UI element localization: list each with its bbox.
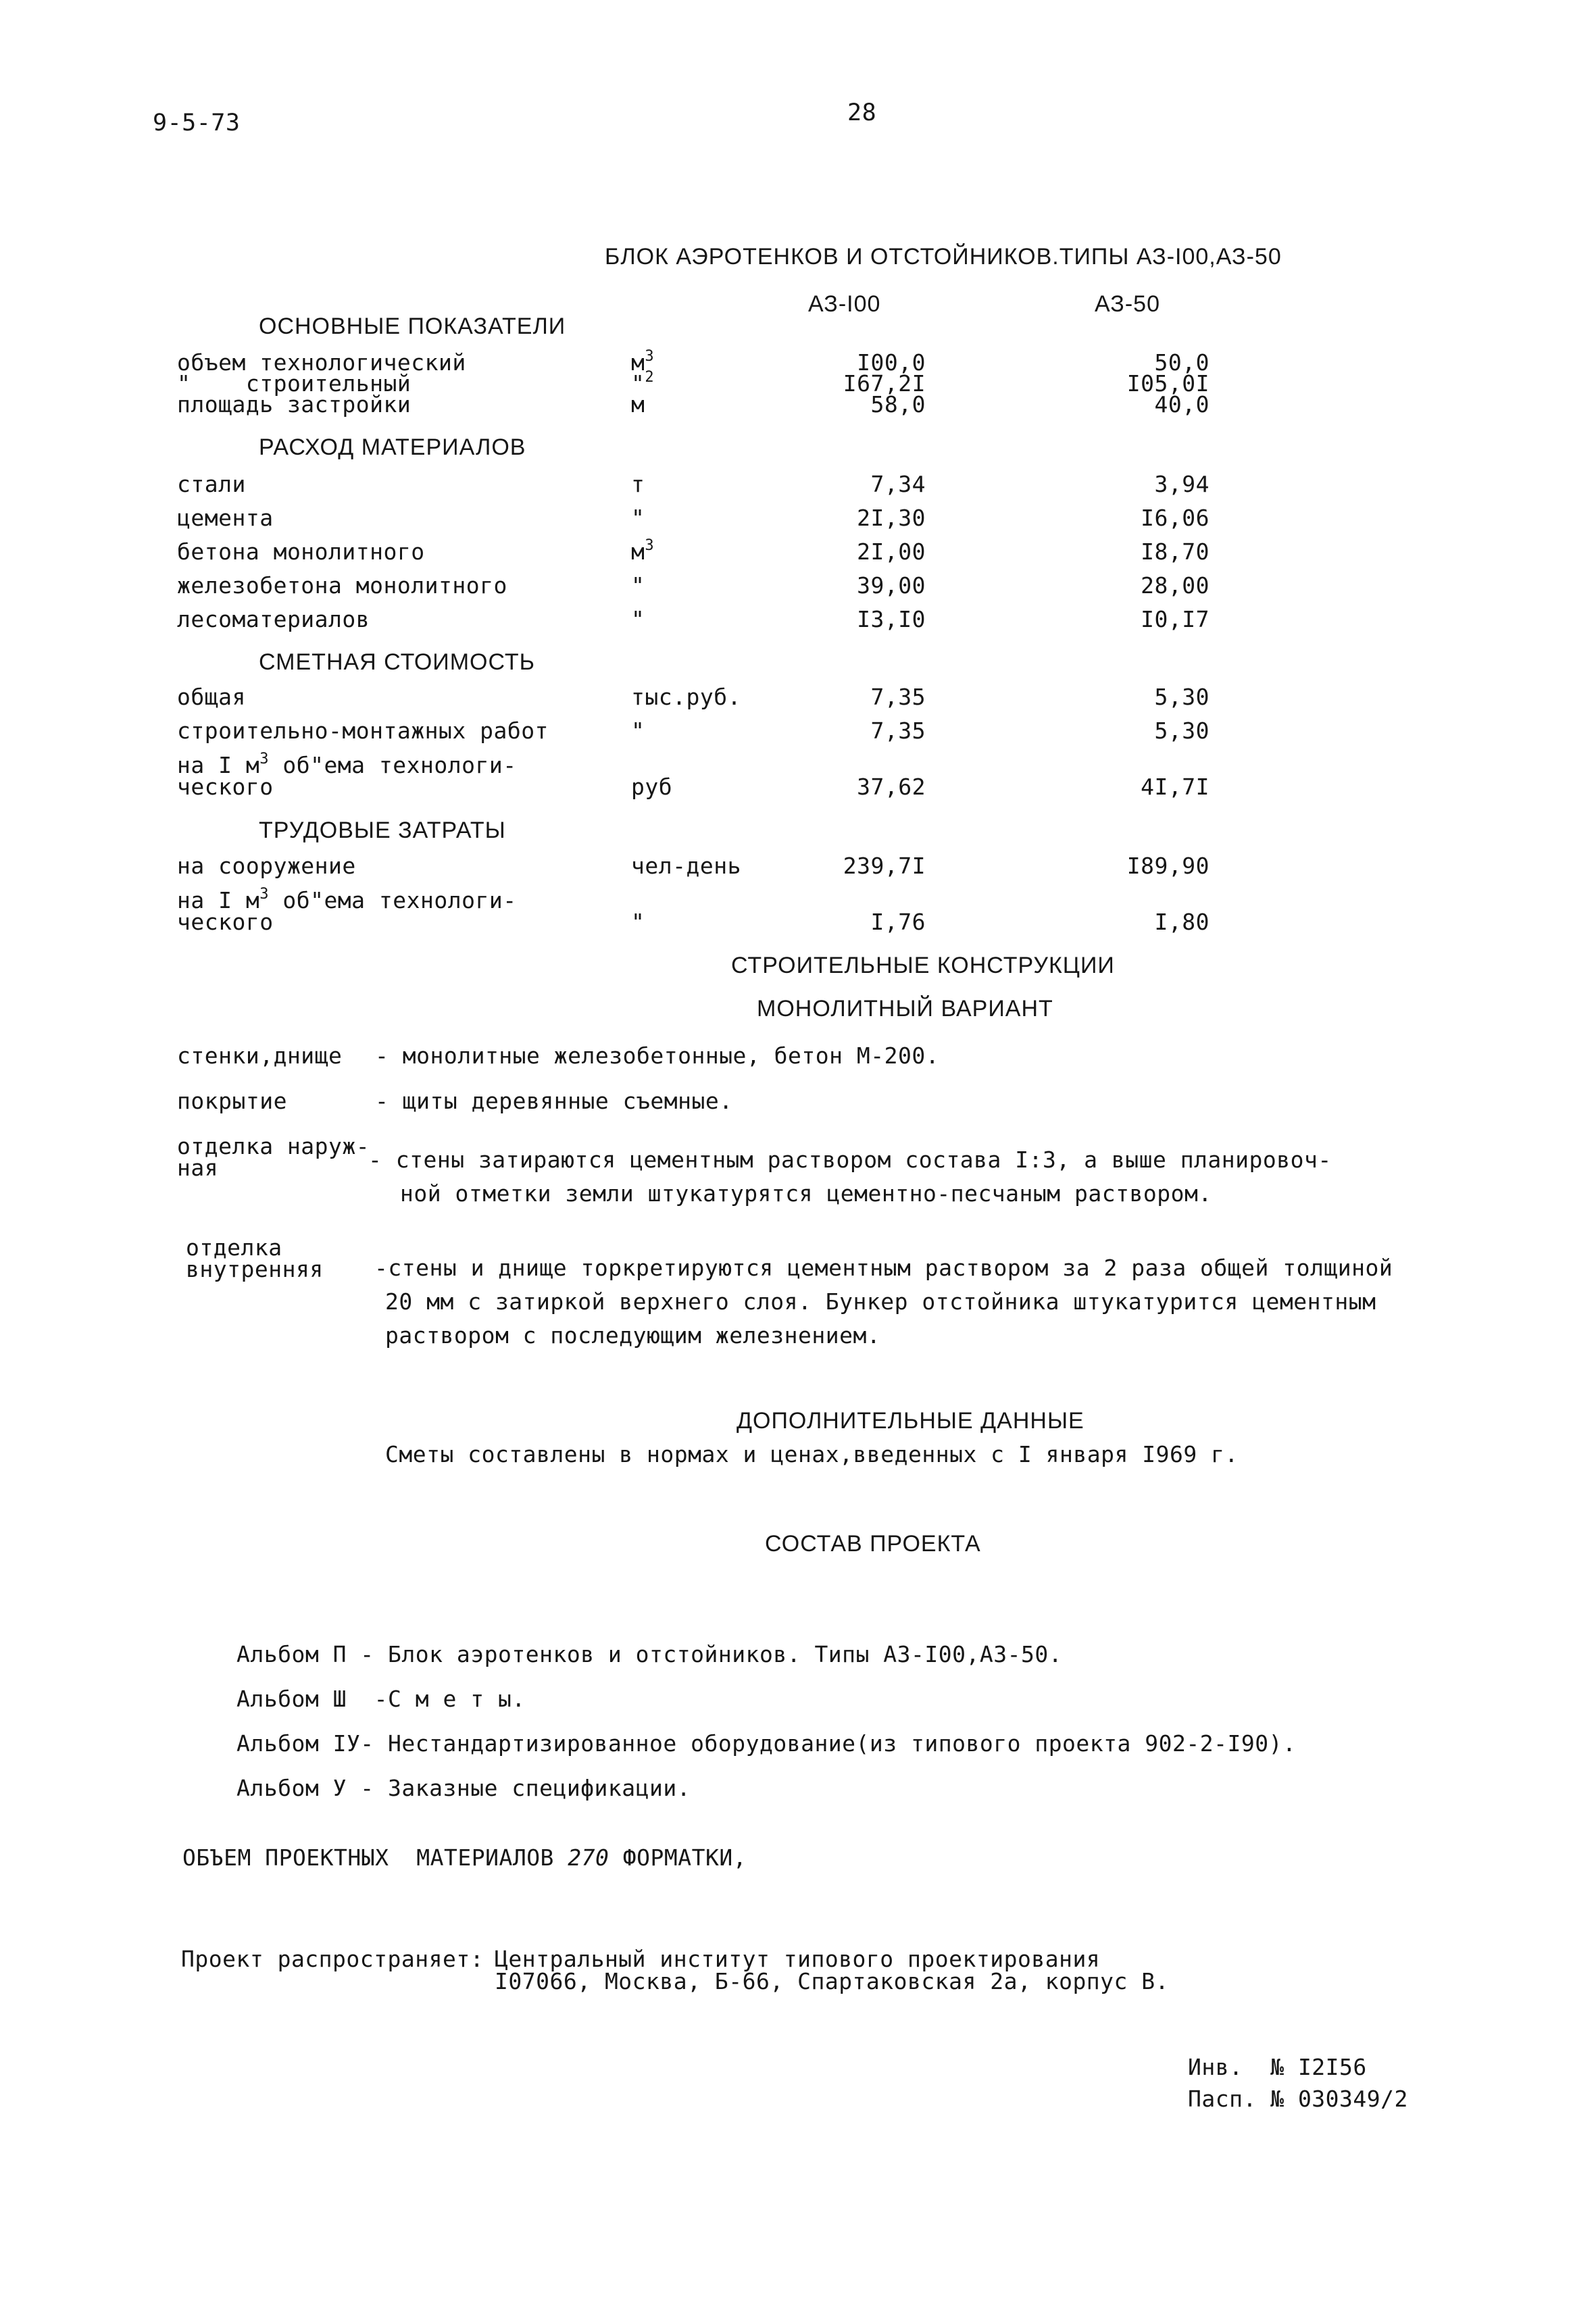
row-value-az50: I89,90 (1126, 853, 1210, 879)
row-unit: руб (631, 774, 673, 800)
outer-finish-label: отделка наруж- (177, 1133, 370, 1159)
cover-label: покрытие (177, 1088, 287, 1114)
inner-finish-text: -стены и днище торкретируются цементным раствором за 2 раза общей толщиной (374, 1255, 1393, 1281)
row-value-az50: 40,0 (1154, 391, 1210, 418)
row-value-az50: I8,70 (1141, 538, 1210, 565)
inner-finish-text-continued: раствором с последующим железнением. (385, 1322, 881, 1349)
column-header-az100: АЗ-I00 (808, 291, 881, 317)
row-label: площадь застройки (177, 391, 412, 418)
row-value-az100: 239,7I (843, 853, 926, 879)
row-unit: чел-день (631, 853, 741, 879)
row-unit: " (631, 718, 645, 744)
section-heading-project: СОСТАВ ПРОЕКТА (765, 1531, 981, 1557)
passport-number: Пасп. № 030349/2 (1188, 2086, 1408, 2112)
outer-finish-text: - стены затираются цементным раствором состава I:3, а выше планировоч- (368, 1147, 1332, 1173)
outer-finish-text-continued: ной отметки земли штукатурятся цементно-песчаным раствором. (400, 1180, 1212, 1207)
row-value-az50: I05,0I (1126, 370, 1210, 397)
album-item: Альбом У - Заказные спецификации. (236, 1775, 691, 1801)
column-header-az50: АЗ-50 (1095, 291, 1160, 317)
row-label: стали (177, 471, 246, 497)
row-value-az100: 37,62 (857, 774, 926, 800)
row-label: лесоматериалов (177, 606, 370, 632)
row-value-az50: I,80 (1154, 909, 1210, 935)
distributor-name: Центральный институт типового проектирования (495, 1946, 1101, 1972)
materials-volume: ОБЪЕМ ПРОЕКТНЫХ МАТЕРИАЛОВ 270 ФОРМАТКИ, (182, 1844, 747, 1871)
album-item: Альбом Ш -С м е т ы. (236, 1686, 526, 1712)
row-value-az50: 50,0 (1154, 349, 1210, 376)
album-item: Альбом П - Блок аэротенков и отстойников. Типы АЗ-I00,АЗ-50. (236, 1641, 1063, 1667)
inner-finish-label: отделка (186, 1234, 282, 1261)
row-unit: " (631, 572, 645, 599)
additional-text: Сметы составлены в нормах и ценах,введенных с I января I969 г. (385, 1441, 1239, 1467)
row-label: строительно-монтажных работ (177, 718, 549, 744)
row-unit: $м^3$ (631, 348, 655, 376)
section-heading-constructions: СТРОИТЕЛЬНЫЕ КОНСТРУКЦИИ (731, 953, 1115, 978)
row-value-az100: 2I,00 (857, 538, 926, 565)
row-value-az50: 4I,7I (1141, 774, 1210, 800)
row-value-az100: 7,35 (870, 684, 926, 710)
album-item: Альбом IУ- Нестандартизированное оборудование(из типового проекта 902-2-I90). (236, 1730, 1297, 1757)
cover-text: - щиты деревянные съемные. (375, 1088, 733, 1114)
section-heading-cost: СМЕТНАЯ СТОИМОСТЬ (259, 649, 535, 675)
section-heading-additional: ДОПОЛНИТЕЛЬНЫЕ ДАННЫЕ (737, 1408, 1084, 1434)
row-unit: м (631, 391, 645, 418)
row-value-az100: 7,35 (870, 718, 926, 744)
row-label: цемента (177, 505, 274, 531)
row-unit: " (631, 909, 645, 935)
row-unit: "$^2$ (631, 369, 655, 397)
row-label-continued: ческого (177, 909, 274, 935)
row-label: железобетона монолитного (177, 572, 507, 599)
row-unit: " (631, 505, 645, 531)
walls-label: стенки,днище (177, 1042, 343, 1069)
document-code: 9-5-73 (153, 109, 241, 136)
row-value-az50: I0,I7 (1141, 606, 1210, 632)
section-subheading-variant: МОНОЛИТНЫЙ ВАРИАНТ (757, 996, 1053, 1022)
row-label: объем технологический (177, 349, 466, 376)
walls-text: - монолитные железобетонные, бетон М-200. (375, 1042, 940, 1069)
section-heading-main: ОСНОВНЫЕ ПОКАЗАТЕЛИ (259, 313, 566, 339)
inventory-number: Инв. № I2I56 (1188, 2054, 1367, 2080)
row-label: на I $м^3$ об"ема технологи- (177, 751, 517, 778)
row-value-az100: I67,2I (843, 370, 926, 397)
row-label: общая (177, 684, 246, 710)
row-value-az100: 58,0 (870, 391, 926, 418)
row-value-az100: I,76 (870, 909, 926, 935)
row-unit: $м^3$ (631, 537, 655, 565)
page-number: 28 (847, 99, 877, 126)
row-value-az50: 3,94 (1154, 471, 1210, 497)
row-value-az100: I00,0 (857, 349, 926, 376)
row-label: бетона монолитного (177, 538, 425, 565)
distributor-label: Проект распространяет: (181, 1946, 484, 1972)
row-unit: " (631, 606, 645, 632)
distributor-address: I07066, Москва, Б-66, Спартаковская 2а, корпус В. (495, 1968, 1170, 1994)
row-value-az50: 5,30 (1154, 684, 1210, 710)
row-label: на сооружение (177, 853, 356, 879)
row-value-az100: I3,I0 (857, 606, 926, 632)
row-value-az100: 7,34 (870, 471, 926, 497)
section-heading-labor: ТРУДОВЫЕ ЗАТРАТЫ (259, 818, 506, 843)
outer-finish-label-continued: ная (177, 1155, 219, 1181)
row-value-az100: 39,00 (857, 572, 926, 599)
row-label: " строительный (177, 370, 412, 397)
row-unit: т (631, 471, 645, 497)
document-title: БЛОК АЭРОТЕНКОВ И ОТСТОЙНИКОВ.ТИПЫ АЗ-I00,АЗ-50 (605, 244, 1282, 270)
row-unit: тыс.руб. (631, 684, 741, 710)
section-heading-materials: РАСХОД МАТЕРИАЛОВ (259, 434, 526, 460)
inner-finish-text-continued: 20 мм с затиркой верхнего слоя. Бункер отстойника штукатурится цементным (385, 1288, 1376, 1315)
inner-finish-label-continued: внутренняя (186, 1256, 324, 1282)
row-value-az50: I6,06 (1141, 505, 1210, 531)
row-label-continued: ческого (177, 774, 274, 800)
row-value-az100: 2I,30 (857, 505, 926, 531)
row-value-az50: 28,00 (1141, 572, 1210, 599)
row-value-az50: 5,30 (1154, 718, 1210, 744)
row-label: на I $м^3$ об"ема технологи- (177, 886, 517, 913)
